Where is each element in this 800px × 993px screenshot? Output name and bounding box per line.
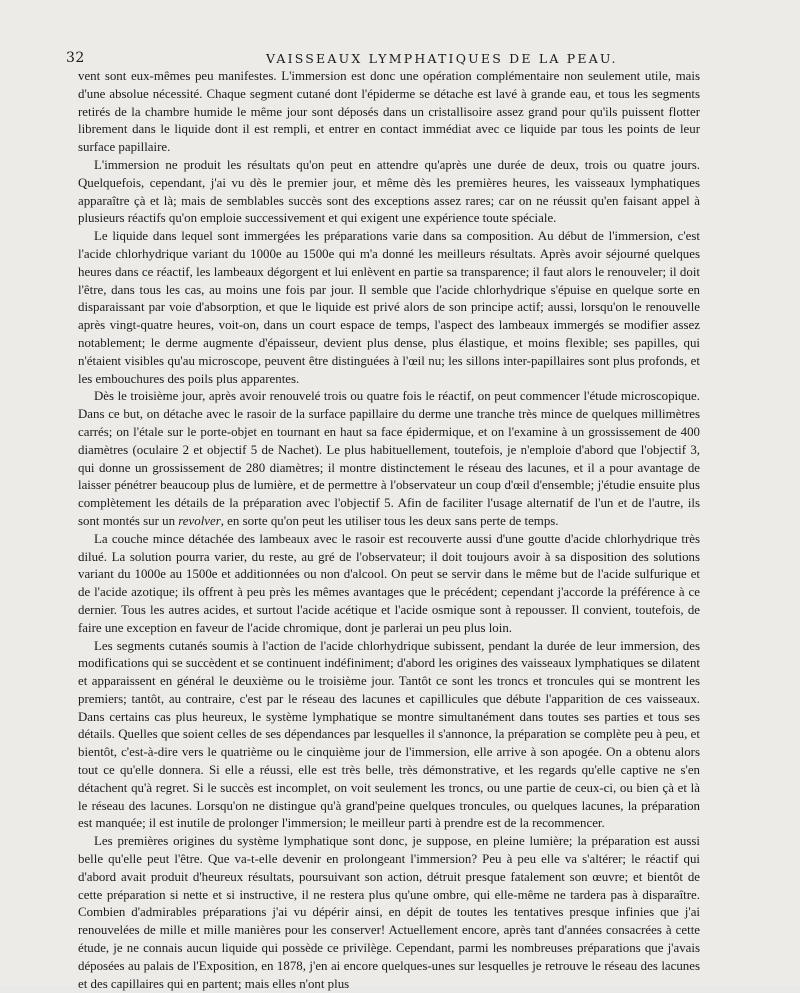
paragraph: La couche mince détachée des lambeaux avec le rasoir est recouverte aussi d'une goutte d'acide chlorhydrique très dilué. La solution pourra varier, du reste, au gré de l'observateur; il doit toujours avoir à sa disposition des solutions variant du 1000e au 1500e et additionnées ou non d'alcool. On peut se servir dans le même but de l'acide sulfurique et de l'acide azotique; ils offrent à peu près les mêmes avantages que le précédent; cependant j'accorde la préférence à ce dernier. Tous les autres acides, et surtout l'acide acétique et l'acide osmique sont à repousser. Il convient, toutefois, de faire une exception en faveur de l'acide chromique, dont je parlerai un peu plus loin. [78, 531, 700, 635]
page-header [66, 48, 706, 68]
body-text [78, 68, 700, 993]
page-number: 32 [66, 50, 85, 66]
running-title: VAISSEAUX LYMPHATIQUES DE LA PEAU. [266, 51, 618, 66]
paragraph: Les premières origines du système lymphatique sont donc, je suppose, en pleine lumière; la préparation est aussi belle qu'elle peut l'être. Que va-t-elle devenir en prolongeant l'immersion? Peu à peu elle va s'altérer; le réactif qui d'abord avait produit d'heureux résultats, poursuivant son action, détruit presque fatalement son œuvre; et bientôt de cette préparation si nette et si instructive, il ne restera plus qu'une ombre, qui elle-même ne tardera pas à disparaître. Combien d'admirables préparations j'ai vu dépérir ainsi, en dépit de toutes les tentatives presque infinies que j'ai renouvelées de mille et mille manières pour les conserver! Actuellement encore, après tant d'années consacrées à cette étude, je ne connais aucun liquide qui possède ce privilège. Cependant, parmi les nombreuses préparations que j'avais déposées au palais de l'Exposition, en 1878, j'en ai encore quelques-unes sur lesquelles je retrouve le réseau des lacunes et des capillaires qui en partent; mais elles n'ont plus [78, 834, 700, 991]
paragraph: vent sont eux-mêmes peu manifestes. L'immersion est donc une opération complémentaire non seulement utile, mais d'une absolue nécessité. Chaque segment cutané dont l'épiderme se détache est lavé à grande eau, et tous les segments retirés de la chambre humide le même jour sont déposés dans un cristallisoire assez grand pour qu'ils puissent flotter librement dans le liquide dont il est rempli, et entrer en contact immédiat avec ce liquide par tous les points de leur surface papillaire. [78, 69, 700, 155]
paragraph: L'immersion ne produit les résultats qu'on peut en attendre qu'après une durée de deux, trois ou quatre jours. Quelquefois, cependant, j'ai vu dès le premier jour, et même dès les premières heures, les vaisseaux lymphatiques apparaître çà et là; mais de semblables succès sont des exceptions assez rares; car on ne réussit qu'en faisant appel à plusieurs réactifs qu'on emploie successivement et qui exigent une expérience toute spéciale. [78, 157, 700, 226]
paragraph: Dès le troisième jour, après avoir renouvelé trois ou quatre fois le réactif, on peut commencer l'étude microscopique. Dans ce but, on détache avec le rasoir de la surface papillaire du derme une tranche très mince de quelques millimètres carrés; on l'étale sur le porte-objet en tournant en haut sa face épidermique, et on l'examine à un grossissement de 400 diamètres (oculaire 2 et objectif 5 de Nachet). Le plus habituellement, toutefois, je n'emploie d'abord que l'objectif 3, qui donne un grossissement de 280 diamètres; il montre distinctement le réseau des lacunes, et il a pour avantage de laisser pénétrer beaucoup plus de lumière, et de permettre à l'observateur un coup d'œil d'ensemble; j'étudie ensuite plus complètement les détails de la préparation avec l'objectif 5. Afin de faciliter l'usage alternatif de l'un et de l'autre, ils sont montés sur un revolver, en sorte qu'on peut les utiliser tous les deux sans perte de temps. [78, 389, 700, 528]
paragraph: Le liquide dans lequel sont immergées les préparations varie dans sa composition. Au début de l'immersion, c'est l'acide chlorhydrique variant du 1000e au 1500e qui m'a donné les meilleurs résultats. Après avoir séjourné quelques heures dans ce réactif, les lambeaux dégorgent et lui enlèvent en partie sa transparence; il faut alors le renouveler; il doit l'être, dans tous les cas, au moins une fois par jour. Il semble que l'acide chlorhydrique s'épuise en quelque sorte en disparaissant par voie d'absorption, et que le liquide est privé alors de son principe actif; aussi, lorsqu'on le renouvelle après vingt-quatre heures, voit-on, dans un court espace de temps, l'aspect des lambeaux immergés se modifier assez notablement; le derme augmente d'épaisseur, devient plus dense, plus élastique, et moins flexible; ses papilles, qui n'étaient visibles qu'au microscope, peuvent être distinguées à l'œil nu; les sillons inter-papillaires sont plus profonds, et les embouchures des poils plus apparentes. [78, 229, 700, 386]
paragraph: Les segments cutanés soumis à l'action de l'acide chlorhydrique subissent, pendant la durée de leur immersion, des modifications qui se succèdent et se continuent indéfiniment; d'abord les origines des vaisseaux lymphatiques se dilatent et apparaissent en général le deuxième ou le troisième jour. Tantôt ce sont les troncs et troncules qui se montrent les premiers; tantôt, au contraire, c'est par le réseau des lacunes et capillicules que débute l'apparition de ces vaisseaux. Dans certains cas plus heureux, le système lymphatique se montre simultanément dans toutes ses parties et tous ses détails. Quelles que soient celles de ses dépendances par lesquelles il s'annonce, la préparation se complète peu à peu, et bientôt, c'est-à-dire vers le quatrième ou le cinquième jour de l'immersion, elle arrive à son apogée. On a obtenu alors tout ce qu'elle donnera. Si elle a réussi, elle est très belle, très démonstrative, et les regards qu'elle captive ne s'en détachent qu'à regret. Si le succès est incomplet, on voit seulement les troncs, ou une partie de ceux-ci, ou bien çà et là le réseau des lacunes. Lorsqu'on ne distingue qu'à grand'peine quelques troncules, ou quelques lacunes, la préparation est manquée; il est inutile de prolonger l'immersion; le meilleur parti à prendre est de la recommencer. [78, 638, 700, 831]
